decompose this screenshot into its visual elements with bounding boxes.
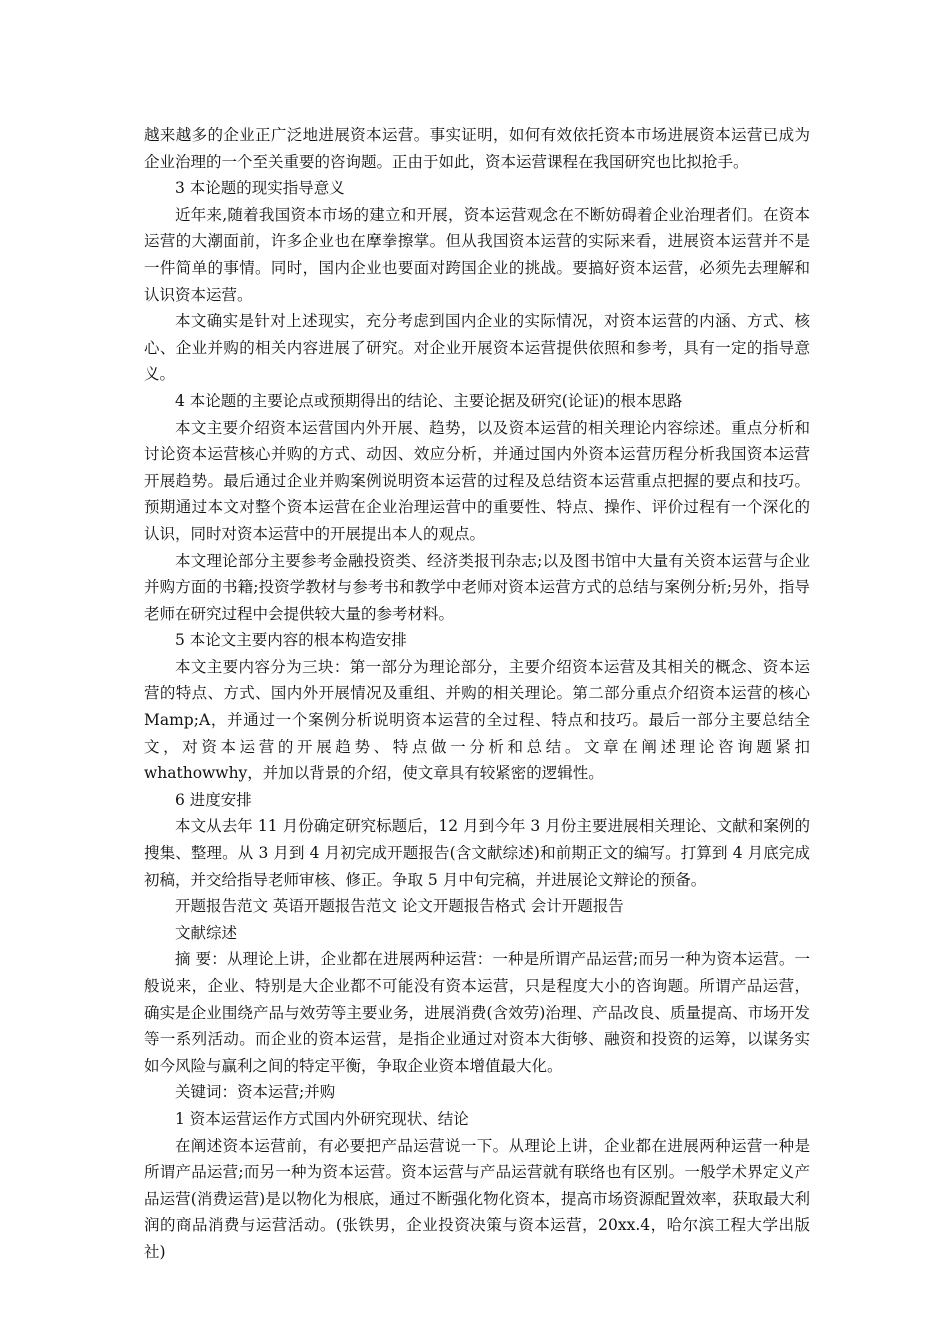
related-links-line: 开题报告范文 英语开题报告范文 论文开题报告格式 会计开题报告 [175, 897, 624, 916]
paragraph: 近年来,随着我国资本市场的建立和开展，资本运营观念在不断妨碍着企业治理者们。在资本运营的大潮面前，许多企业也在摩拳擦掌。但从我国资本运营的实际来看，进展资本运营并不是一件简单的事情。同时，国内企业也要面对跨国企业的挑战。要搞好资本运营，必须先去理解和认识资本运营。 [144, 205, 810, 304]
paragraph: 本文理论部分主要参考金融投资类、经济类报刊杂志;以及图书馆中大量有关资本运营与企业并购方面的书籍;投资学教材与参考书和教学中老师对资本运营方式的总结与案例分析;另外，指导老师在研究过程中会提供较大量的参考材料。 [144, 551, 810, 623]
paragraph: 在阐述资本运营前，有必要把产品运营说一下。从理论上讲，企业都在进展两种运营一种是所谓产品运营;而另一种为资本运营。资本运营与产品运营就有联络也有区别。一般学术界定义产品运营(消费运营)是以物化为根底，通过不断强化物化资本，提高市场资源配置效率，获取最大利润的商品消费与运营活动。(张铁男，企业投资决策与资本运营，20xx.4，哈尔滨工程大学出版社) [144, 1136, 810, 1261]
section-heading: 4 本论题的主要论点或预期得出的结论、主要论据及研究(论证)的根本思路 [175, 391, 683, 410]
paragraph: 本文从去年 11 月份确定研究标题后，12 月到今年 3 月份主要进展相关理论、文献和案例的搜集、整理。从 3 月到 4 月初完成开题报告(含文献综述)和前期正文的编写。打算到 4 月底完成初稿，并交给指导老师审核、修正。争取 5 月中旬完稿，并进展论文辩论的预备。 [144, 817, 810, 889]
section-heading: 1 资本运营运作方式国内外研究现状、结论 [175, 1109, 469, 1128]
section-heading: 6 进度安排 [175, 790, 252, 809]
section-heading: 5 本论文主要内容的根本构造安排 [175, 631, 407, 650]
section-heading: 文献综述 [175, 923, 238, 942]
paragraph: 本文主要介绍资本运营国内外开展、趋势，以及资本运营的相关理论内容综述。重点分析和讨论资本运营核心并购的方式、动因、效应分析，并通过国内外资本运营历程分析我国资本运营开展趋势。最后通过企业并购案例说明资本运营的过程及总结资本运营重点把握的要点和技巧。预期通过本文对整个资本运营在企业治理运营中的重要性、特点、操作、评价过程有一个深化的认识，同时对资本运营中的开展提出本人的观点。 [144, 418, 810, 543]
section-heading: 3 本论题的现实指导意义 [175, 179, 345, 198]
paragraph: 本文主要内容分为三块：第一部分为理论部分，主要介绍资本运营及其相关的概念、资本运营的特点、方式、国内外开展情况及重组、并购的相关理论。第二部分重点介绍资本运营的核心 Mamp;A，并通过一个案例分析说明资本运营的全过程、特点和技巧。最后一部分主要总结全文，对资本运营的开展趋势、特点做一分析和总结。文章在阐述理论咨询题紧扣 whathowwhy，并加以背景的介绍，使文章具有较紧密的逻辑性。 [144, 657, 810, 783]
paragraph: 本文确实是针对上述现实，充分考虑到国内企业的实际情况，对资本运营的内涵、方式、核心、企业并购的相关内容进展了研究。对企业开展资本运营提供依照和参考，具有一定的指导意义。 [144, 312, 810, 384]
document-page [144, 122, 810, 1266]
paragraph: 越来越多的企业正广泛地进展资本运营。事实证明，如何有效依托资本市场进展资本运营已成为企业治理的一个至关重要的咨询题。正由于如此，资本运营课程在我国研究也比拟抢手。 [144, 126, 810, 171]
abstract-paragraph: 摘 要：从理论上讲，企业都在进展两种运营：一种是所谓产品运营;而另一种为资本运营。一般说来，企业、特别是大企业都不可能没有资本运营，只是程度大小的咨询题。所谓产品运营，确实是企业围绕产品与效劳等主要业务，进展消费(含效劳)治理、产品改良、质量提高、市场开发等一系列活动。而企业的资本运营，是指企业通过对资本大街够、融资和投资的运筹，以谋务实如今风险与赢利之间的特定平衡，争取企业资本增值最大化。 [144, 950, 810, 1075]
keywords-line: 关键词：资本运营;并购 [175, 1083, 336, 1102]
